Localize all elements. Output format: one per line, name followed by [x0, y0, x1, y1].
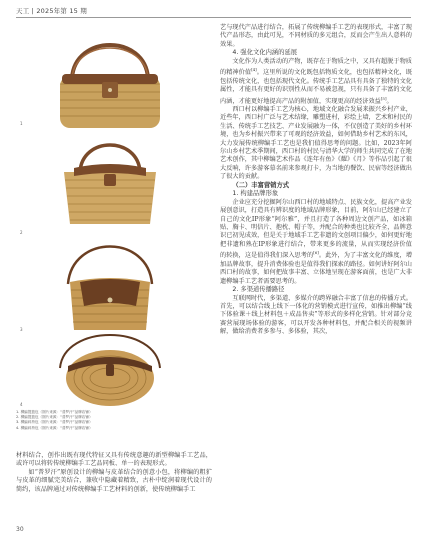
right-column [220, 24, 412, 337]
body-paragraph: 艺与现代产品进行结合，拓展了传统柳编手工艺的表现形式，丰富了现代产品形态，由此可见，不同材质的多元组合，反而会产生出人意料的效果。 [220, 24, 412, 48]
page-number: 30 [16, 526, 24, 533]
body-paragraph: 材料结合，创作出既有现代特征又具有传统意趣的新型柳编手工艺品，或许可以将转传统柳编手工艺品同板、单一的表现形式。 [16, 452, 212, 468]
body-paragraph: 西口村以柳编手工艺为核心，地域文化融合发展来振兴乡村产业，近些年，西口村广泛与艺术结缘，雕塑进村，彩绘上墙，艺术和村民的生活、传统手工艺技艺、产业发展融为一体，不仅创造了美好的乡村环境，也为乡村振兴带来了可观的经济效益，如何借助乡村艺术的东风，大力发展传统柳编手工艺也是我们值得思考的问题。比如，2023年阿尔山乡村艺术季期间，西口村的村民与清华大学的师生共同完成了在地艺术创作，其中柳编艺术作品《连年有鱼》《耀》《月》等作品引起了很大反响，许多游客慕名前来参观打卡，为当地的餐饮、民宿等经济做出了很大的贡献。 [220, 105, 412, 181]
reference-mark: [4] [251, 67, 257, 73]
body-paragraph: 如“普罗汗”原创设计的柳编与皮革结合的创意小包，将柳编的粗犷与皮革的细腻完美结合，兼收中隐藏着精致，古朴中绽润着现代设计的简约，该品牌通过对传统柳编手工艺材料的创新，使传统柳编手工 [16, 468, 212, 493]
reference-mark: [6] [313, 250, 319, 256]
header-rule [16, 17, 411, 18]
figure-caption: 2. 柳编提篮包（图片来源：“普罗汗”品牌店铺） [16, 415, 93, 420]
wicker-basket-bag-image [50, 26, 170, 134]
left-body-text [16, 452, 212, 494]
figure-3-photo [50, 238, 170, 336]
figure-4-photo [50, 326, 170, 410]
body-paragraph [220, 199, 412, 286]
figure-caption: 1. 柳编提篮包（图片来源：“普罗汗”品牌店铺） [16, 410, 93, 414]
wicker-basket-bag-image [50, 132, 170, 232]
figure-3-number: 3 [20, 327, 23, 332]
paragraph-text: 文化作为人类活动的产物，既存在于物质之中，又具有超脱于物质的精神价值 [220, 57, 412, 77]
section-heading: 4. 强化文化内涵的延展 [232, 49, 298, 57]
wicker-crossbody-bag-image [50, 326, 170, 410]
figure-1-photo [50, 26, 170, 134]
reference-mark: [5] [380, 95, 387, 101]
body-paragraph: 互联网时代，多渠道、多媒介的跨界融合丰富了信息的传播方式。首先，可以结合线上线下一体化的营销模式进行宣传，如推出柳编“线下体验课＋线上材料包＋成品售卖”等形式的多样化营销。针对部分竞赛营展现场体验的游客，可以开发各种材料包，并配合相关的视频讲解，做给消费者多参与、多体验，其次， [220, 294, 412, 336]
left-column [16, 24, 212, 434]
body-paragraph [220, 58, 412, 106]
subsection-heading: 2. 多渠道传播路径 [232, 285, 285, 293]
paragraph-text: 。此外，为了丰富文化的维度，增加品牌故事，提升消费体验也是值得我们探索的路径。如何讲好阿尔山西口村的故事，如何把故事丰富、立体地呈现在游客面前，也是广大非遗柳编手工艺者需要思考的。 [220, 252, 413, 285]
subsection-heading: 1. 构建品牌形象 [232, 190, 279, 198]
figure-2-photo [50, 132, 170, 232]
figure-1-number: 1 [20, 121, 23, 126]
paragraph-text: 。这里所说的文化既包括物质文化，也包括精神文化，既包括传统文化，也包括现代文化。传统手工艺品具有具备了独特的文化属性，才能具有更好的识别性从而不易被忽视，只有具备了丰富的文化内涵，才能更好地提高产品的附加值，实现更高的经济效益 [220, 69, 413, 105]
section-heading: （二）丰富营销方式 [232, 181, 290, 189]
wicker-crossbody-bag-image [50, 238, 170, 336]
figure-caption: 4. 柳编斜挎包（图片来源：“普罗汗”品牌店铺） [16, 425, 93, 430]
paragraph-text: 企业应充分挖掘阿尔山西口村的地域特点、民族文化，提高产业发展创意识，打造具有辨识度的地域品牌形象，目前，阿尔山已经建立了自己的文化IP形象“阿尔雅”，并且打造了各种周边文创产品，如冰箱贴、胸卡、明信片、抱枕、帽子等，并配合的种类也比较齐全，品牌意识已初见成效，但是关于地域手工艺非遗的文创项目偏少，如何更好地把非遗和熟在IP形象进行结合，带来更多的流量，从而实现经济价值的转换，这是值得我们深入思考的 [220, 198, 412, 260]
figure-captions [16, 410, 136, 431]
figure-caption: 3. 柳编斜挎包（图片来源：“普罗汗”品牌店铺） [16, 420, 93, 425]
figure-block [16, 24, 212, 434]
figure-2-number: 2 [20, 230, 23, 235]
paragraph-text: 。 [386, 97, 393, 105]
figure-4-number: 4 [20, 402, 23, 407]
page-header: 天工 | 2025年第 15 期 [16, 7, 87, 15]
